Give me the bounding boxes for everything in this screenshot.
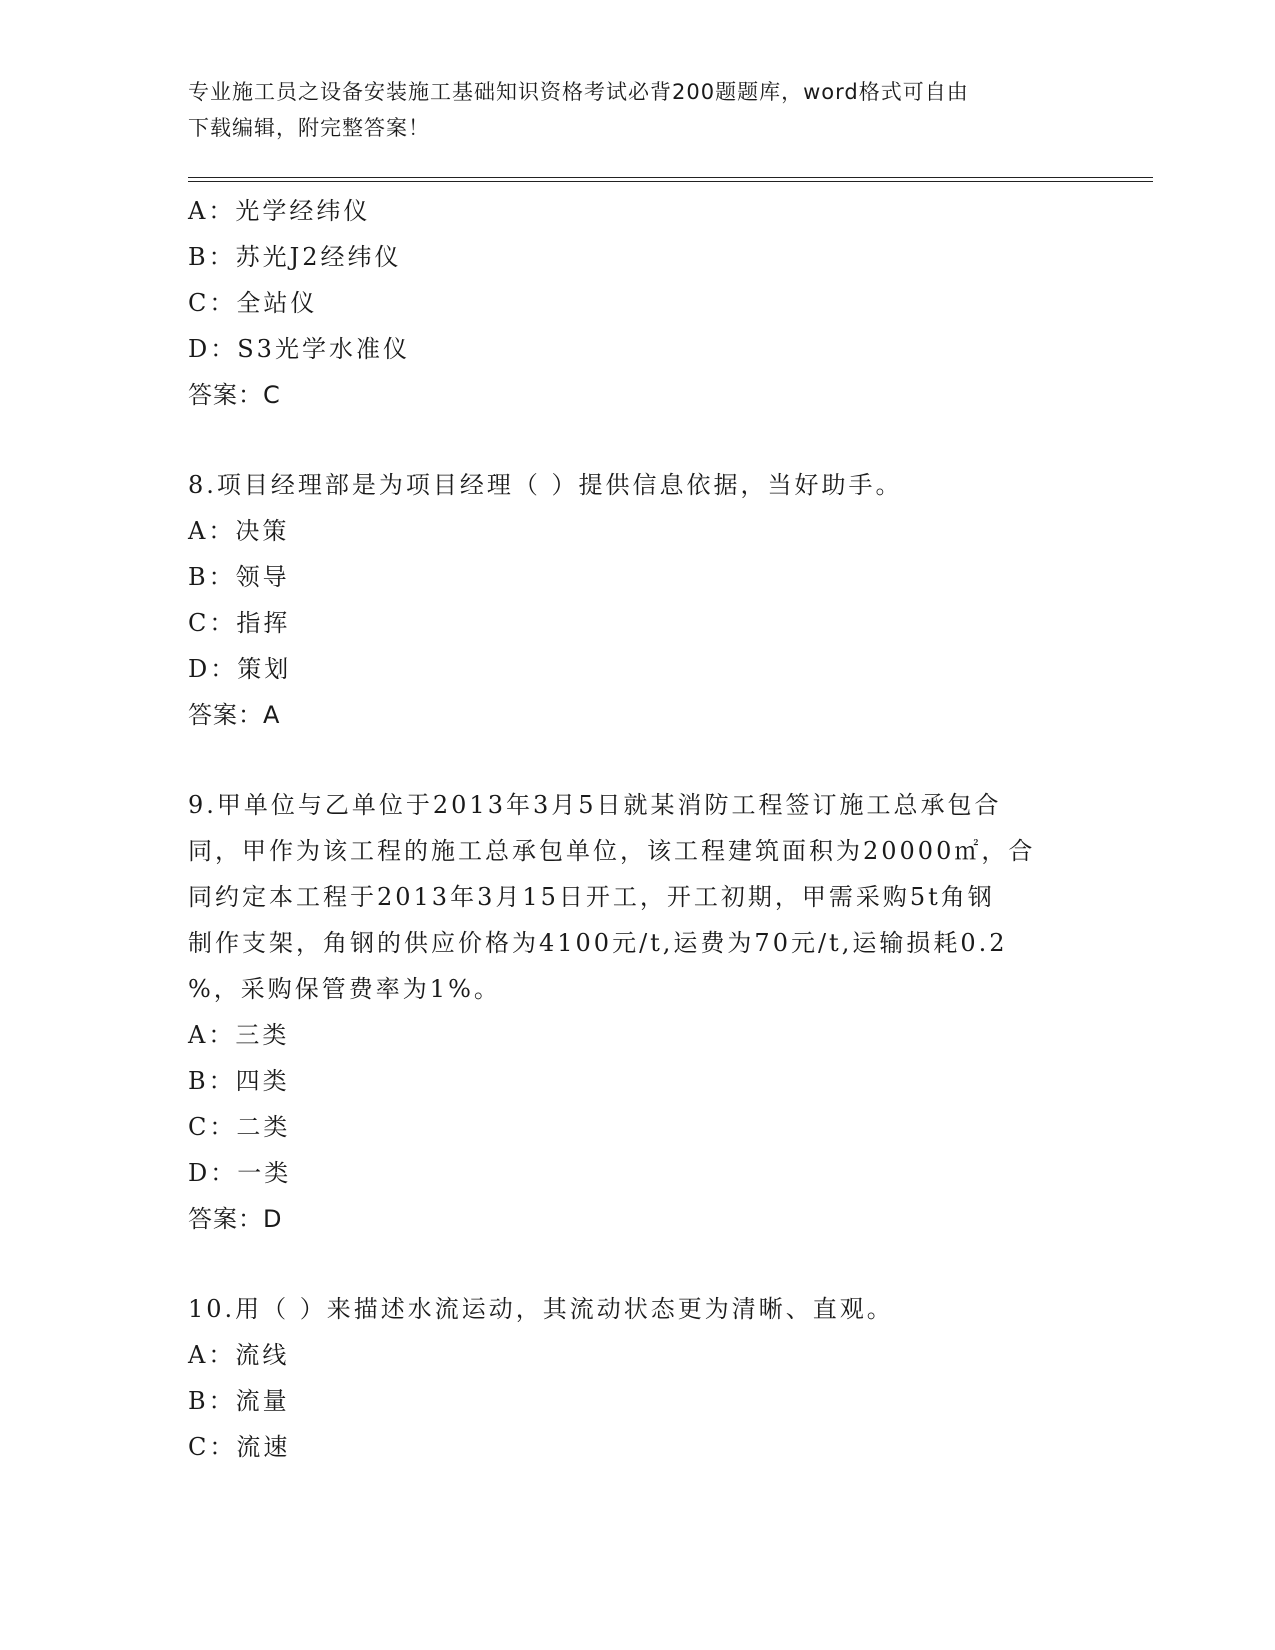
answer-text: 答案：A (188, 701, 281, 729)
question-stem-line: 9.甲单位与乙单位于2013年3月5日就某消防工程签订施工总承包合 (188, 791, 1002, 819)
option-c: C：流速 (188, 1433, 291, 1461)
option-a: A：流线 (188, 1341, 290, 1369)
question-8 (188, 462, 1088, 738)
question-9 (188, 782, 1088, 1242)
option-c: C：全站仪 (188, 289, 318, 317)
question-stem-line: 同约定本工程于2013年3月15日开工，开工初期，甲需采购5t角钢 (188, 883, 995, 911)
option-b: B：领导 (188, 563, 290, 591)
header-divider-top (188, 177, 1153, 178)
option-c: C：指挥 (188, 609, 291, 637)
header-line-2: 下载编辑，附完整答案！ (188, 116, 430, 140)
option-b: B：苏光J2经纬仪 (188, 243, 402, 271)
question-stem: 8.项目经理部是为项目经理（ ）提供信息依据，当好助手。 (188, 471, 903, 499)
header-line-1: 专业施工员之设备安装施工基础知识资格考试必背200题题库，word格式可自由 (188, 80, 969, 104)
document-header (188, 74, 1068, 146)
question-stem-line: 制作支架，角钢的供应价格为4100元/t,运费为70元/t,运输损耗0.2 (188, 929, 1008, 957)
option-d: D：策划 (188, 655, 292, 683)
option-a: A：三类 (188, 1021, 290, 1049)
option-b: B：流量 (188, 1387, 290, 1415)
header-divider-bottom (188, 181, 1153, 182)
option-a: A：光学经纬仪 (188, 197, 371, 225)
question-stem: 10.用（ ）来描述水流运动，其流动状态更为清晰、直观。 (188, 1295, 894, 1323)
option-b: B：四类 (188, 1067, 290, 1095)
answer-text: 答案：D (188, 1205, 283, 1233)
question-stem-line: %，采购保管费率为1%。 (188, 975, 501, 1003)
question-10 (188, 1286, 1088, 1470)
question-stem-line: 同，甲作为该工程的施工总承包单位，该工程建筑面积为20000㎡，合 (188, 837, 1036, 865)
option-d: D：一类 (188, 1159, 292, 1187)
option-d: D：S3光学水准仪 (188, 335, 410, 363)
question-7 (188, 188, 1088, 418)
question-list (188, 188, 1088, 1470)
option-a: A：决策 (188, 517, 290, 545)
option-c: C：二类 (188, 1113, 291, 1141)
answer-text: 答案：C (188, 381, 281, 409)
